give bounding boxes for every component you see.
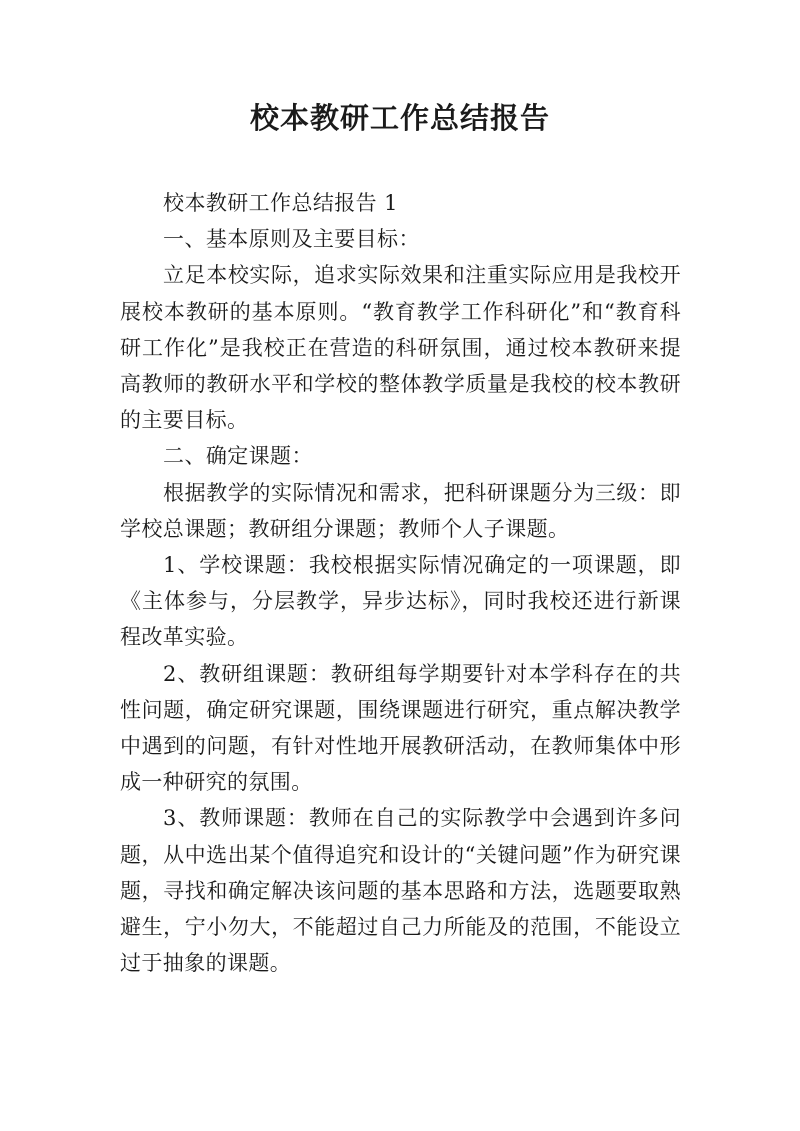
section-heading-principles: 一、基本原则及主要目标： (163, 227, 420, 252)
section-heading-topics: 二、确定课题： (163, 444, 313, 469)
paragraph-topic-levels: 根据教学的实际情况和需求，把科研课题分为三级：即学校总课题；教研组分课题；教师个人子课题。 (120, 480, 681, 541)
document-title: 校本教研工作总结报告 (249, 101, 550, 135)
paragraph-teacher-topic: 3、教师课题：教师在自己的实际教学中会遇到许多问题，从中选出某个值得追究和设计的“关键问题”作为研究课题，寻找和确定解决该问题的基本思路和方法，选题要取熟避生，宁小勿大，不能超过自己力所能及的范围，不能设立过于抽象的课题。 (120, 806, 681, 976)
paragraph-heading-report-1: 校本教研工作总结报告 1 (163, 191, 398, 215)
paragraph-group-topic: 2、教研组课题：教研组每学期要针对本学科存在的共性问题，确定研究课题，围绕课题进行研究，重点解决教学中遇到的问题，有针对性地开展教研活动，在教师集体中形成一种研究的氛围。 (120, 661, 681, 795)
paragraph-principles: 立足本校实际，追求实际效果和注重实际应用是我校开展校本教研的基本原则。“教育教学工作科研化”和“教育科研工作化”是我校正在营造的科研氛围，通过校本教研来提高教师的教研水平和学校的整体教学质量是我校的校本教研的主要目标。 (120, 263, 681, 433)
paragraph-school-topic: 1、学校课题：我校根据实际情况确定的一项课题，即《主体参与，分层教学，异步达标》，同时我校还进行新课程改革实验。 (120, 553, 681, 650)
document-body (120, 185, 681, 981)
